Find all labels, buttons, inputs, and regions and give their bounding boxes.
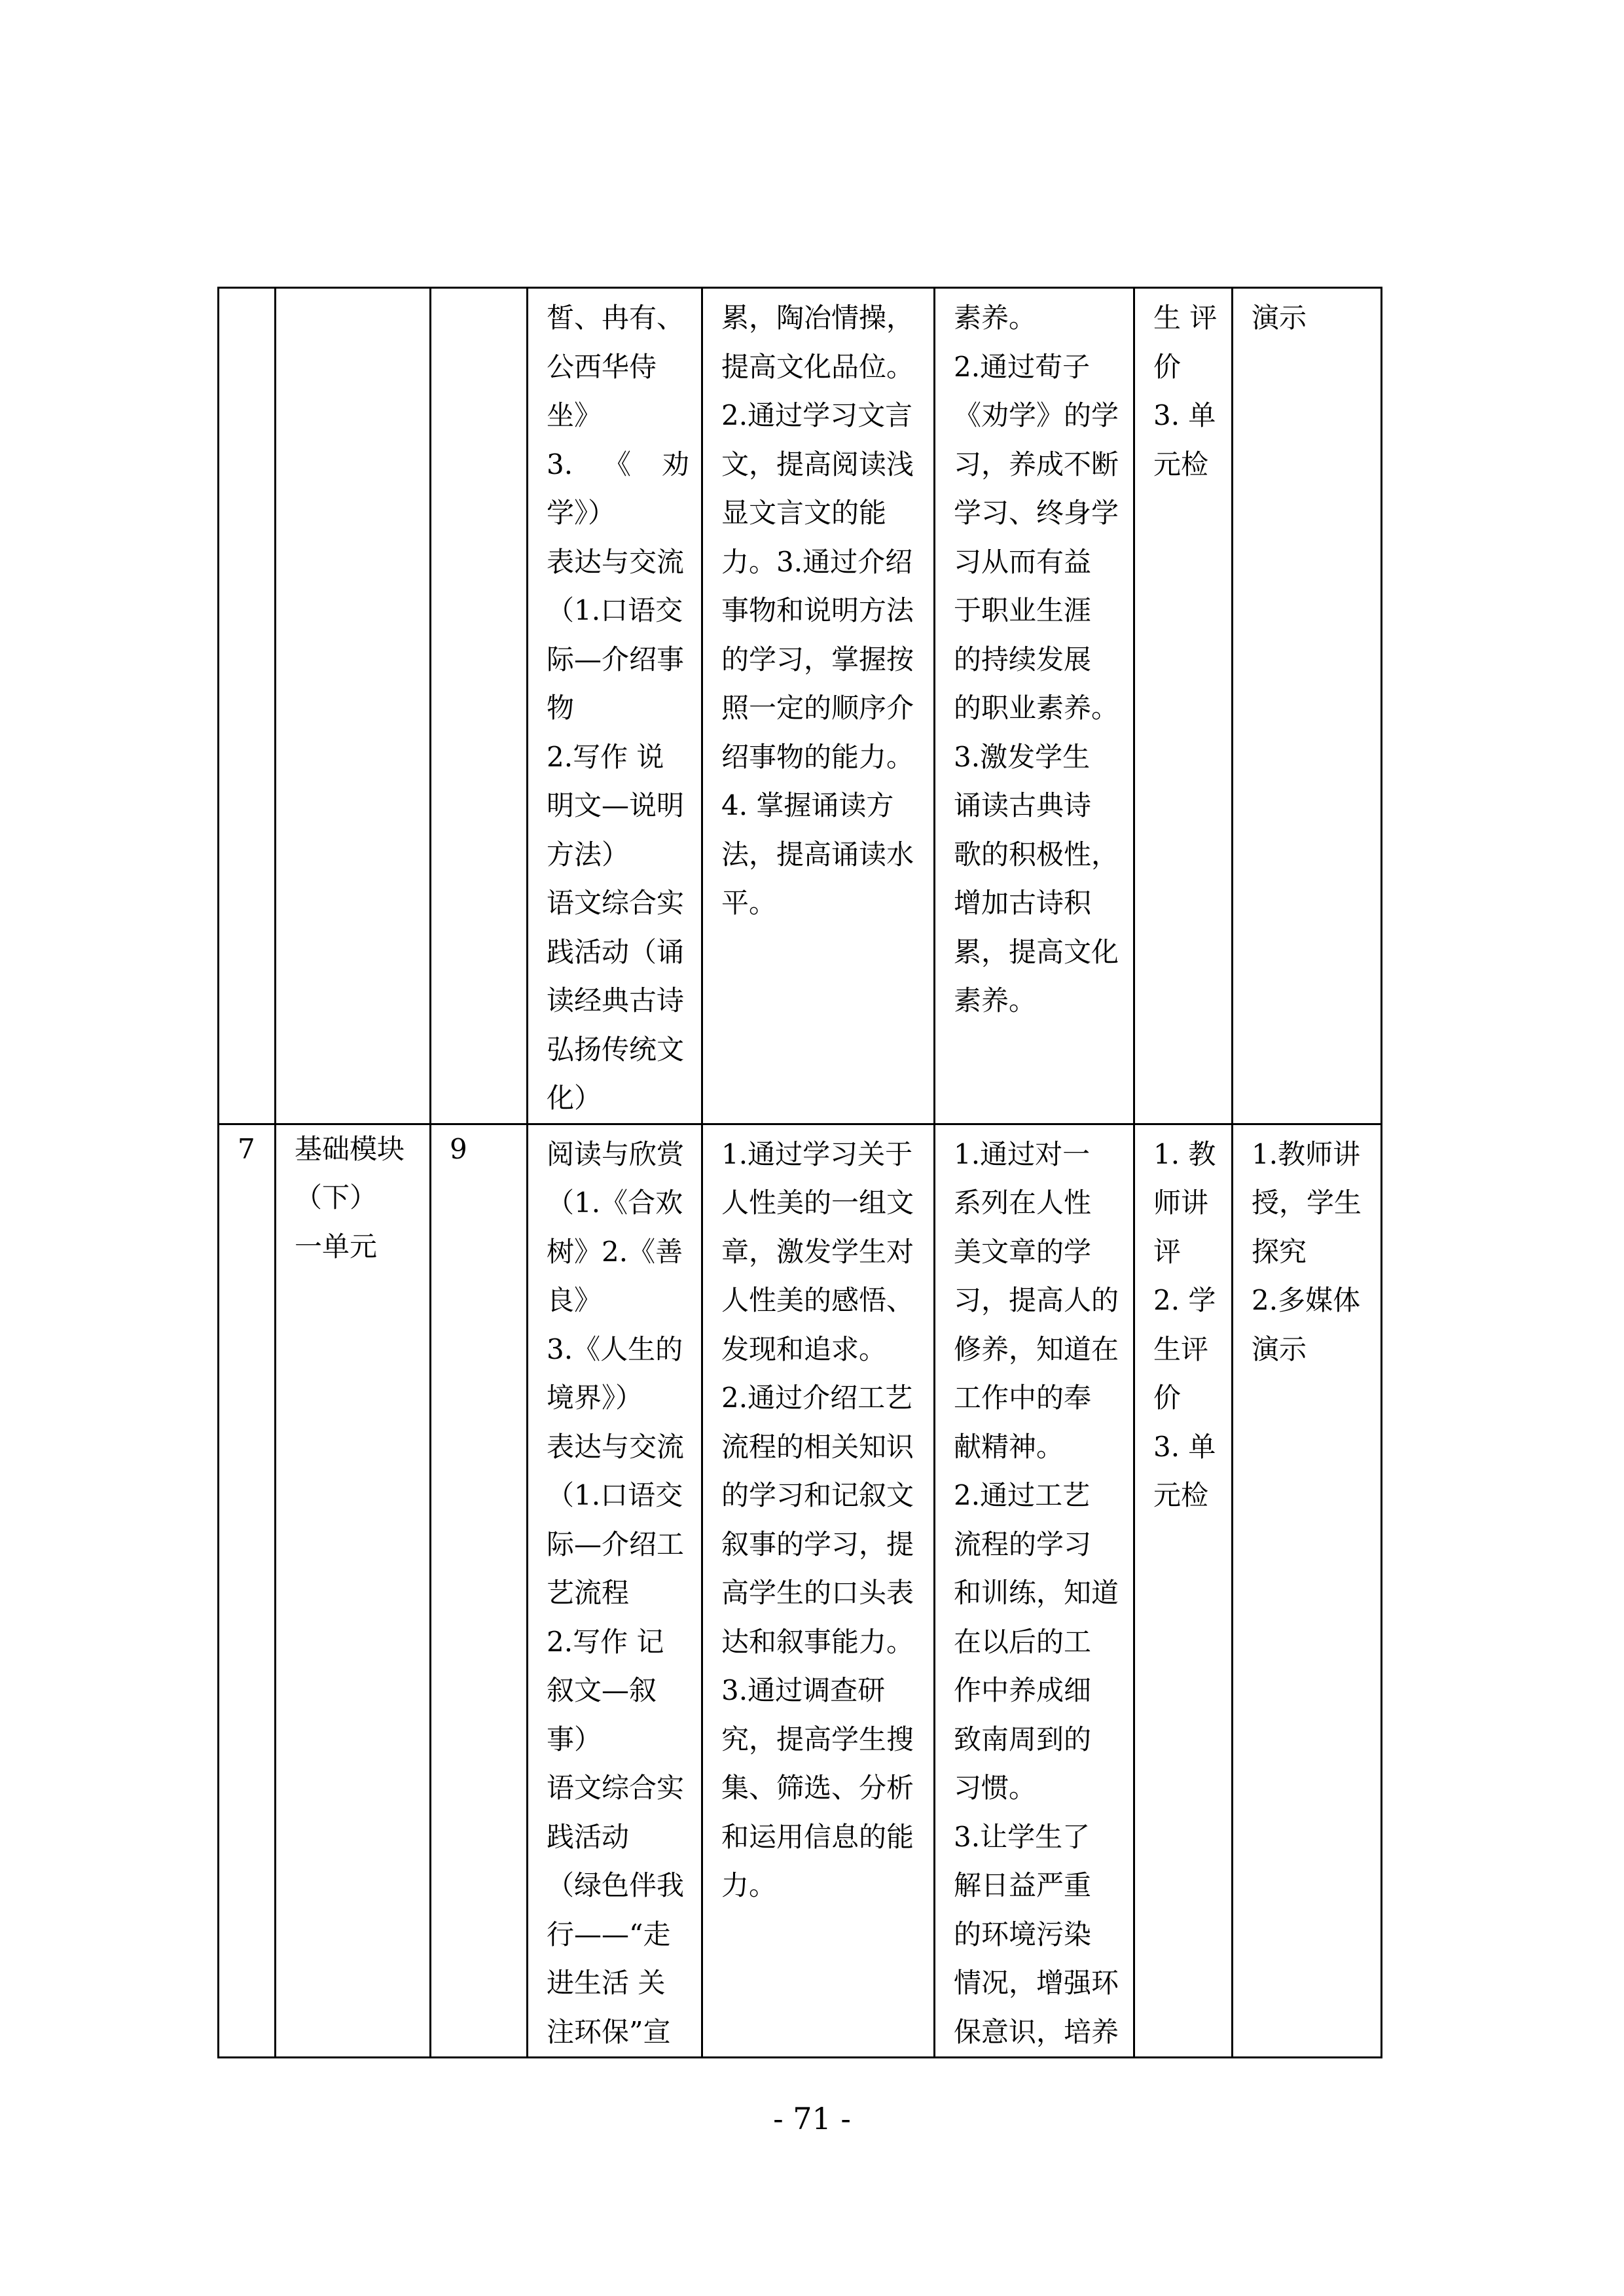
method-cell: 1.教师讲 授，学生 探究 2.多媒体 演示 [1233,1124,1382,2058]
teaching-plan-table [217,287,1382,2058]
ability-goal-cell: 1.通过学习关于 人性美的一组文 章，激发学生对 人性美的感悟、 发现和追求。 2.通过介绍工艺 流程的相关知识 的学习和记叙文 叙事的学习，提 高学生的口头表 达和叙事能力。 3.通过调查研 究，提高学生搜 集、筛选、分析 和运用信息的能 力。 [702,1124,935,2058]
quality-goal-cell: 素养。 2.通过荀子 《劝学》的学 习，养成不断 学习、终身学 习从而有益 于职业生涯 的持续发展 的职业素养。 3.激发学生 诵读古典诗 歌的积极性， 增加古诗积 累，提高文化 素养。 [935,288,1134,1124]
table-row [219,288,1382,1124]
page-number: - 71 - [773,2101,851,2136]
content-cell: 皙、冉有、 公西华侍 坐》 3.《劝学》） 表达与交流 （1.口语交 际—介绍事 物 2.写作 说 明文—说明 方法） 语文综合实 践活动（诵 读经典古诗 弘扬传统文 化） [528,288,702,1124]
method-cell: 演示 [1233,288,1382,1124]
hours-cell [431,288,528,1124]
row-number-cell: 7 [219,1124,276,2058]
module-cell [276,288,431,1124]
row-number-cell [219,288,276,1124]
ability-goal-cell: 累，陶冶情操， 提高文化品位。 2.通过学习文言 文，提高阅读浅 显文言文的能 力。3.通过介绍 事物和说明方法 的学习，掌握按 照一定的顺序介 绍事物的能力。 4. 掌握诵读方 法，提高诵读水 平。 [702,288,935,1124]
evaluation-cell: 生 评 价 3. 单 元检 [1134,288,1233,1124]
quality-goal-cell: 1.通过对一 系列在人性 美文章的学 习，提高人的 修养，知道在 工作中的奉 献精神。 2.通过工艺 流程的学习 和训练，知道 在以后的工 作中养成细 致南周到的 习惯。 3.让学生了 解日益严重 的环境污染 情况，增强环 保意识，培养 [935,1124,1134,2058]
module-cell: 基础模块 （下） 一单元 [276,1124,431,2058]
evaluation-cell: 1. 教 师讲 评 2. 学 生评 价 3. 单 元检 [1134,1124,1233,2058]
table-row [219,1124,1382,2058]
hours-cell: 9 [431,1124,528,2058]
content-cell: 阅读与欣赏 （1.《合欢 树》2.《善 良》 3.《人生的 境界》） 表达与交流 （1.口语交 际—介绍工 艺流程 2.写作 记 叙文—叙 事） 语文综合实 践活动 （绿色伴我 行——“走 进生活 关 注环保”宣 [528,1124,702,2058]
